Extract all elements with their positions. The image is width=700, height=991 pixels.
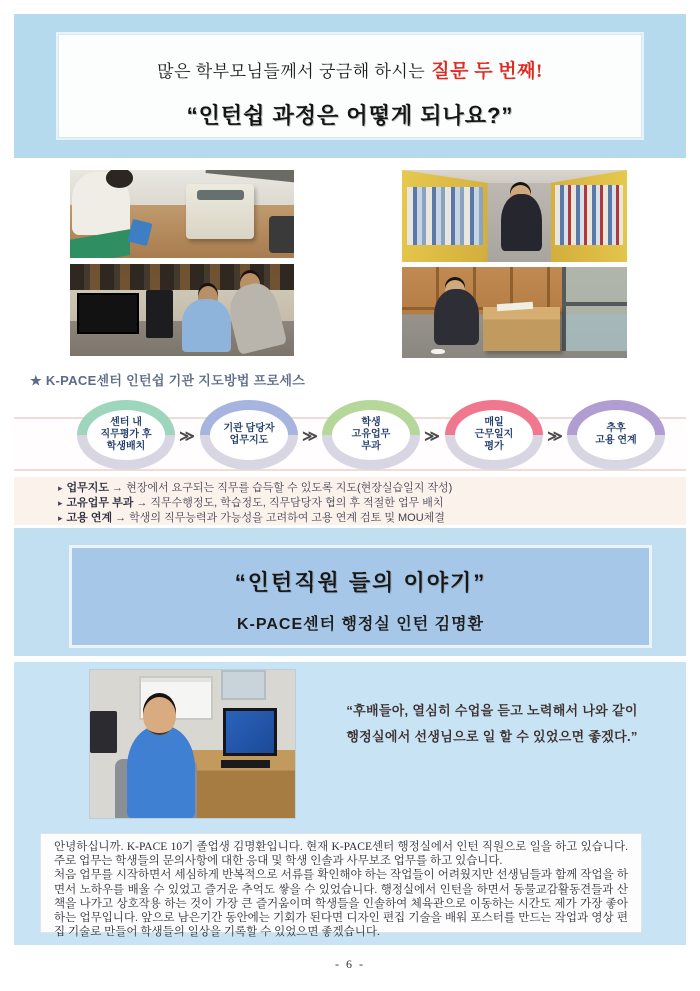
ceiling-beam-shape (205, 170, 294, 183)
glass-partition-shape (562, 267, 627, 351)
process-step-4 (445, 400, 543, 470)
intern-story-paragraph-1: 안녕하십니까. K-PACE 10기 졸업생 김명환입니다. 현재 K-PACE센터 행정실에서 인턴 직원으로 일을 하고 있습니다. 주로 업무는 학생들의 문의사항에 대한 응대 및 학생 인솔과 사무보조 업무를 하고 있습니다. (54, 841, 628, 868)
intern-head-shape (143, 697, 176, 735)
process-heading: ★ K-PACE센터 인턴쉽 기관 지도방법 프로세스 (30, 373, 306, 388)
interview-title-section (14, 528, 686, 656)
process-step-5 (567, 400, 665, 470)
person-hair-shape (106, 170, 133, 188)
bullet-marker-icon: ▸ (58, 498, 63, 508)
intern-story-paragraph-2: 처음 업무를 시작하면서 세심하게 반복적으로 서류를 확인해야 하는 작업들이 어려웠지만 선생님들과 함께 작업을 하면서 노하우를 배울 수 있었고 즐거운 추억도 쌓을 수 있었습니다. 행정실에서 인턴을 하면서 동물교감활동견들과 산책을 나가고 상호작용 하는 것이 가장 큰 즐거움이며 학생들을 인솔하여 체육관으로 이동하는 시간도 제가 가장 좋아하는 업무입니다. 앞으로 남은기간 동안에는 기회가 된다면 디자인 편집 기술을 배워 포스터를 만드는 작업과 영상 편집 기술로 만들어 학생들의 일상을 기록할 수 있었으면 좋겠습니다. (54, 869, 628, 939)
intern-quote-line2: 행정실에서 선생님으로 일 할 수 있었으면 좋겠다.” (346, 729, 638, 744)
printer-shape (90, 711, 117, 752)
bullet-marker-icon: ▸ (58, 483, 63, 493)
process-step-1-inner (87, 410, 165, 460)
librarian-shape (501, 194, 542, 251)
intern-quote-line1: “후배들아, 열심히 수업을 듣고 노력해서 나와 같이 (346, 703, 638, 718)
process-arrow-icon: ≫ (302, 428, 318, 445)
note-lead: 업무지도 (66, 482, 110, 494)
banner-intro-line (58, 56, 642, 83)
process-arrow-icon: ≫ (424, 428, 440, 445)
question-banner-box (56, 32, 644, 140)
shoe-shape (431, 349, 445, 354)
photo-computer-training (70, 264, 294, 356)
keyboard-shape (221, 760, 270, 767)
photo-intern-portrait (90, 670, 295, 818)
intern-story-box (40, 833, 642, 939)
question-banner (14, 14, 686, 158)
intern-quote (306, 698, 678, 750)
photo-desk-writing (402, 267, 627, 358)
process-note-1 (58, 481, 676, 496)
note-lead: 고용 연계 (66, 512, 113, 524)
process-step-3-inner (332, 410, 410, 460)
photo-library-shelves (402, 170, 627, 262)
pc-tower-shape (146, 290, 173, 338)
process-step-5-inner (577, 410, 655, 460)
dustpan-shape (128, 219, 153, 246)
student-shape (182, 299, 231, 352)
interview-title: “인턴직원 들의 이야기” (234, 570, 487, 595)
window-shape (221, 670, 266, 700)
process-step-2 (200, 400, 298, 470)
shredder-shape (186, 184, 253, 239)
process-step-4-inner (455, 410, 533, 460)
process-step-1 (77, 400, 175, 470)
monitor-screen-shape (226, 711, 273, 752)
process-step-3 (322, 400, 420, 470)
shredder-slot-shape (197, 190, 244, 201)
process-step-5-label: 추후 고용 연계 (595, 423, 637, 446)
left-books-shape (407, 187, 484, 246)
interview-title-box (69, 545, 652, 648)
process-step-4-label: 매일 근무일지 평가 (474, 417, 514, 452)
process-arrow-icon: ≫ (547, 428, 563, 445)
banner-intro-text: 많은 학부모님들께서 궁금해 하시는 (157, 62, 426, 81)
process-note-3 (58, 511, 676, 526)
right-books-shape (555, 185, 623, 246)
process-step-1-label: 센터 내 직무평가 후 학생배치 (100, 417, 152, 452)
monitor-shape (77, 293, 140, 333)
chair-shape (269, 216, 294, 253)
banner-question-highlight: 질문 두 번째! (431, 61, 543, 82)
interview-section (14, 662, 686, 945)
note-rest: → 학생의 직무능력과 가능성을 고려하여 고용 연계 검토 및 MOU체결 (115, 512, 445, 524)
note-lead: 고유업무 부과 (66, 497, 134, 509)
process-note-2 (58, 496, 676, 511)
glass-frame-shape (562, 302, 627, 307)
process-step-3-label: 학생 고유업무 부과 (351, 417, 391, 452)
photo-shredder-cleaning (70, 170, 294, 258)
process-step-2-label: 기관 담당자 업무지도 (223, 423, 275, 446)
interview-subtitle: K-PACE센터 행정실 인턴 김명환 (236, 616, 485, 633)
intern-shape (127, 726, 195, 818)
page-number: - 6 - (335, 957, 365, 971)
process-step-2-inner (210, 410, 288, 460)
bullet-marker-icon: ▸ (58, 513, 63, 523)
process-notes (14, 477, 686, 525)
note-rest: → 현장에서 요구되는 직무를 습득할 수 있도록 지도(현장실습일지 작성) (112, 482, 453, 494)
desk-shape (483, 307, 560, 351)
writer-shape (434, 289, 479, 345)
note-rest: → 직무수행정도, 학습정도, 직무담당자 협의 후 적절한 업무 배치 (136, 497, 444, 509)
process-arrow-icon: ≫ (179, 428, 195, 445)
banner-question-title: “인턴쉽 과정은 어떻게 되나요?” (186, 103, 514, 128)
office-monitor-shape (223, 708, 276, 755)
mentor-shape (224, 279, 288, 355)
